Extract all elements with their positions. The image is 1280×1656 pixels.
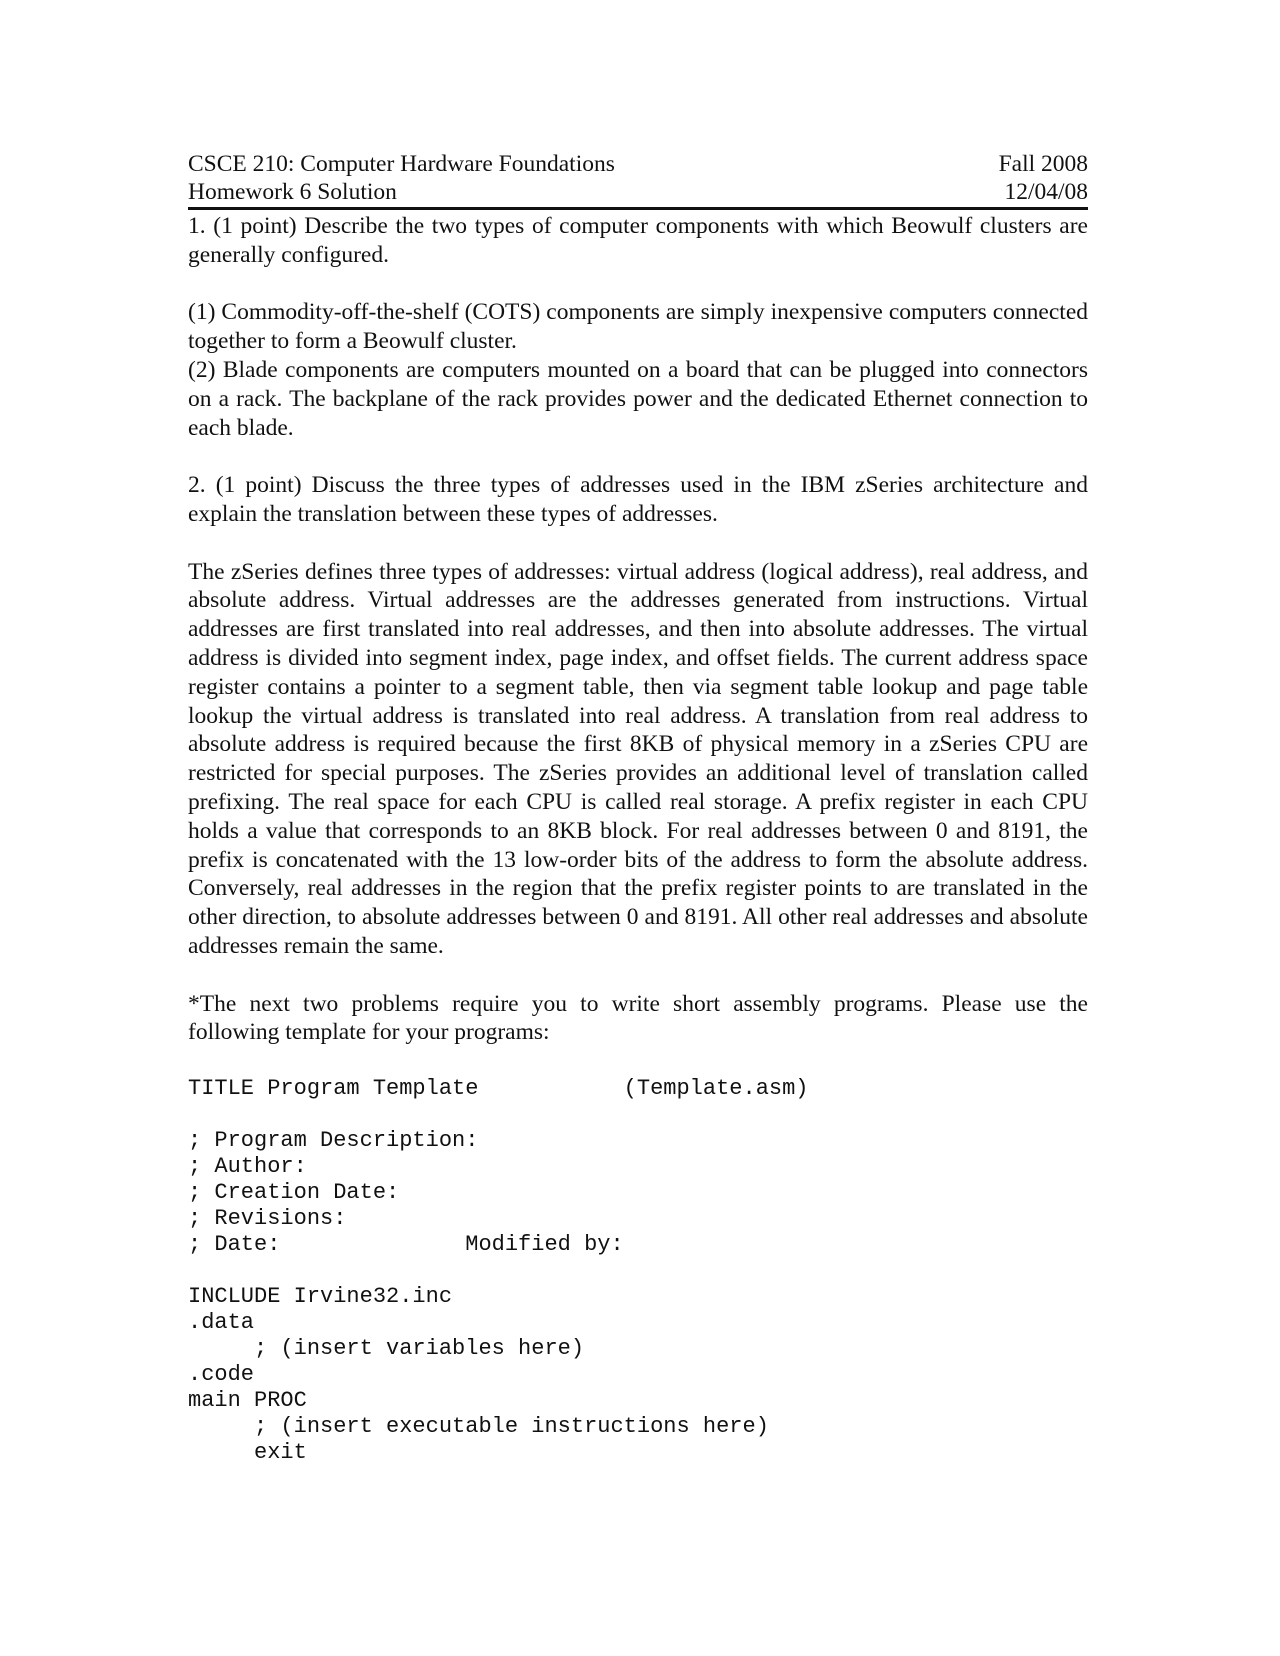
answer-2: The zSeries defines three types of addresses: virtual address (logical address), real address, and absolute address. Virtual addresses are the addresses generated from instructions. Virtual addresses are first translated into real addresses, and then into absolute addresses. The virtual address is divided into segment index, page index, and offset fields. The current address space register contains a pointer to a segment table, then via segment table lookup and page table lookup the virtual address is translated into real address. A translation from real address to absolute address is required because the first 8KB of physical memory in a zSeries CPU are restricted for special purposes. The zSeries provides an additional level of translation called prefixing. The real space for each CPU is called real storage. A prefix register in each CPU holds a value that corresponds to an 8KB block. For real addresses between 0 and 8191, the prefix is concatenated with the 13 low-order bits of the address to form the absolute address. Conversely, real addresses in the region that the prefix register points to are translated in the other direction, to absolute addresses between 0 and 8191. All other real addresses and absolute addresses remain the same. (188, 558, 1088, 959)
assignment-title: Homework 6 Solution (188, 179, 397, 205)
answer-1-part-1: (1) Commodity-off-the-shelf (COTS) components are simply inexpensive computers connected together to form a Beowulf cluster. (188, 299, 1088, 355)
code-line: .code (188, 1361, 255, 1387)
spacer (188, 270, 1088, 299)
term: Fall 2008 (998, 151, 1088, 177)
code-spacer (188, 1258, 1088, 1284)
code-line: ; Revisions: (188, 1205, 347, 1231)
template-note: *The next two problems require you to write short assembly programs. Please use the following template for your programs: (188, 990, 1088, 1046)
code-line: ; Date: Modified by: (188, 1231, 624, 1257)
code-line: ; Program Description: (188, 1127, 479, 1153)
code-title-line: TITLE Program Template (Template.asm) (188, 1075, 809, 1101)
code-line: .data (188, 1309, 255, 1335)
question-1: 1. (1 point) Describe the two types of computer components with which Beowulf clusters are generally configured. (188, 213, 1088, 268)
code-spacer (188, 1102, 1088, 1128)
code-line: ; (insert variables here) (188, 1335, 585, 1361)
document-date: 12/04/08 (1004, 179, 1088, 205)
spacer (188, 442, 1088, 471)
header-divider (188, 207, 1088, 210)
code-template (188, 1076, 1088, 1466)
spacer (188, 961, 1088, 990)
spacer (188, 1047, 1088, 1076)
code-line: ; (insert executable instructions here) (188, 1413, 769, 1439)
answer-1-part-2: (2) Blade components are computers mounted on a board that can be plugged into connectors on a rack. The backplane of the rack provides power and the dedicated Ethernet connection to each blade. (188, 356, 1088, 441)
document-page (188, 150, 1088, 1466)
code-line: main PROC (188, 1387, 307, 1413)
code-line: ; Creation Date: (188, 1179, 400, 1205)
question-2: 2. (1 point) Discuss the three types of addresses used in the IBM zSeries architecture and explain the translation between these types of addresses. (188, 472, 1088, 527)
header-row-1 (188, 150, 1088, 178)
code-line: INCLUDE Irvine32.inc (188, 1283, 453, 1309)
code-line: exit (188, 1439, 307, 1465)
header-row-2 (188, 178, 1088, 206)
code-line: ; Author: (188, 1153, 307, 1179)
course-title: CSCE 210: Computer Hardware Foundations (188, 151, 615, 177)
spacer (188, 529, 1088, 558)
